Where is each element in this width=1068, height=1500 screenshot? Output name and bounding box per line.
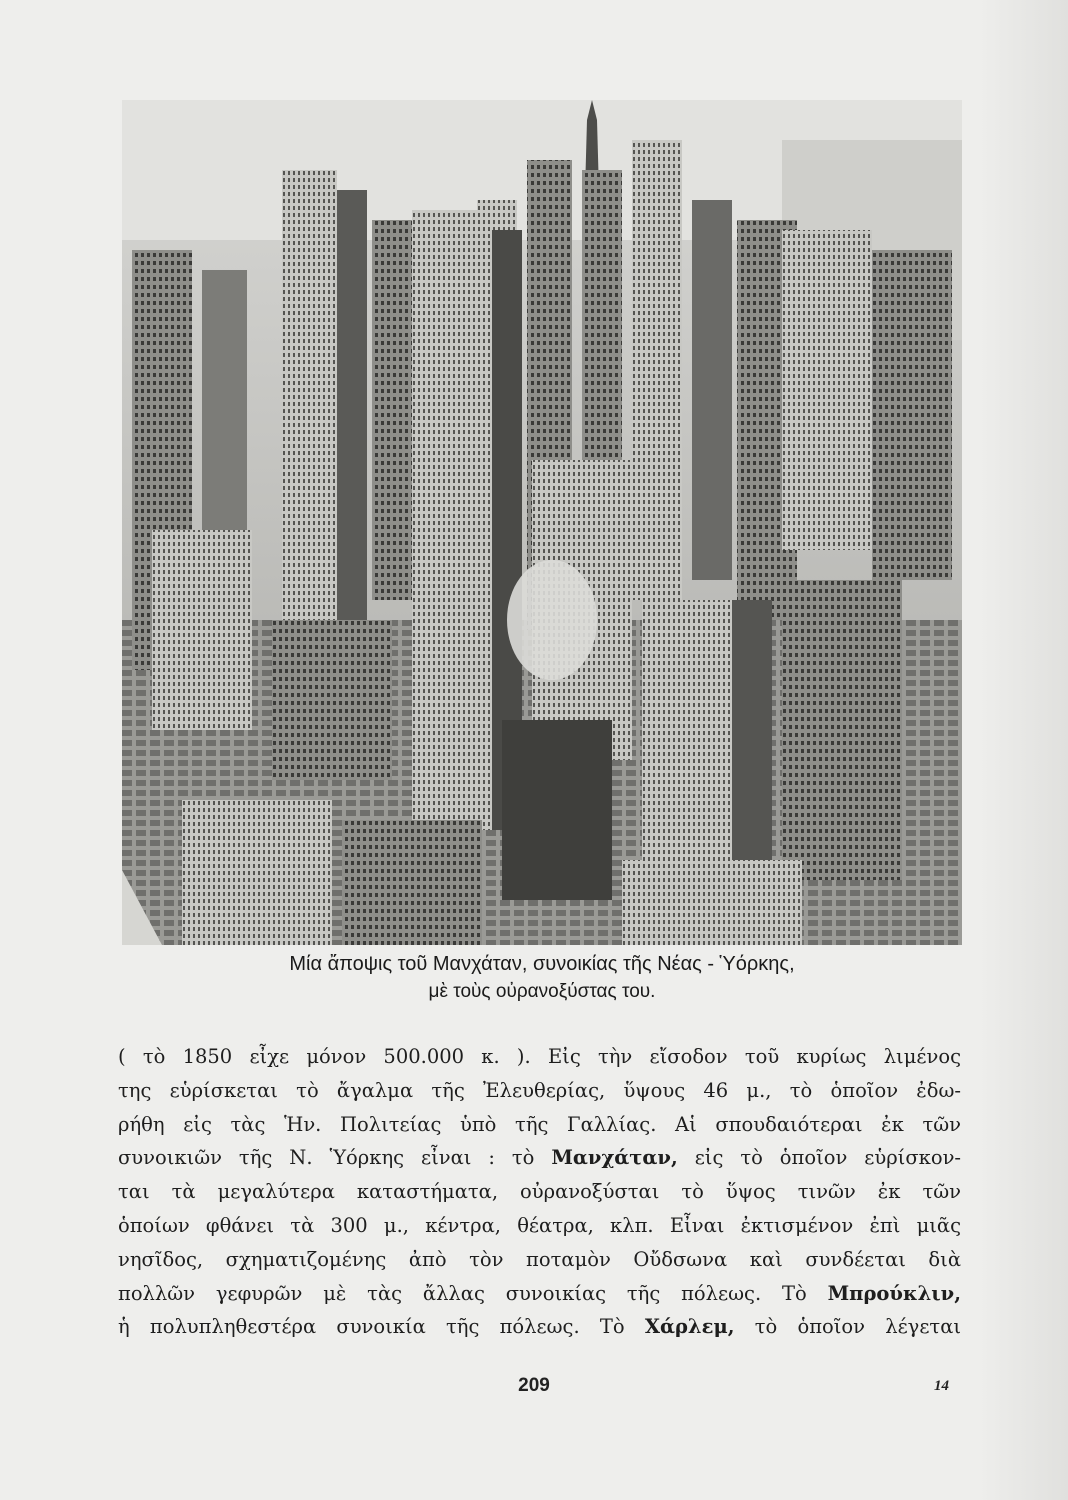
text-line: νησῖδος, σχηματιζομένης ἀπὸ τὸν ποταμὸν Οὔδσωνα καὶ συνδέεται διὰ (118, 1247, 961, 1271)
page-number: 209 (518, 1375, 550, 1396)
manhattan-skyline-photo (122, 100, 962, 945)
text-line: ρήθη εἰς τὰς Ἡν. Πολιτείας ὑπὸ τῆς Γαλλίας. Αἱ σπουδαιότεραι ἐκ τῶν (118, 1112, 961, 1136)
skyline-photo-icon (122, 100, 962, 945)
bold-term-brooklyn: Μπρούκλιν, (827, 1281, 961, 1305)
caption-line-2: μὲ τοὺς οὐρανοξύστας του. (428, 981, 656, 1002)
text-run: ἡ πολυπληθεστέρα συνοικία τῆς πόλεως. Τὸ (118, 1315, 625, 1339)
text-run: εἰς τὸ ὁποῖον εὑρίσκον- (694, 1146, 961, 1170)
text-run: πολλῶν γεφυρῶν μὲ τὰς ἄλλας συνοικίας τῆς πόλεως. Τὸ (118, 1281, 807, 1305)
text-line: ται τὰ μεγαλύτερα καταστήματα, οὐρανοξύσται τὸ ὕψος τινῶν ἐκ τῶν (118, 1180, 961, 1204)
text-run: συνοικιῶν τῆς Ν. Ὑόρκης εἶναι : τὸ (118, 1146, 535, 1170)
text-line: της εὑρίσκεται τὸ ἄγαλμα τῆς Ἐλευθερίας, ὕψους 46 μ., τὸ ὁποῖον ἐδω- (118, 1078, 961, 1102)
bold-term-harlem: Χάρλεμ, (644, 1315, 735, 1339)
caption-line-1: Μία ἄποψις τοῦ Μανχάταν, συνοικίας τῆς Νέας - Ὑόρκης, (289, 953, 795, 975)
page-edge-shadow (978, 0, 1068, 1500)
text-line (118, 1141, 961, 1175)
signature-mark: 14 (934, 1378, 949, 1394)
text-line: ὁποίων φθάνει τὰ 300 μ., κέντρα, θέατρα, κλπ. Εἶναι ἐκτισμένον ἐπὶ μιᾶς (118, 1213, 961, 1237)
text-line: ( τὸ 1850 εἶχε μόνον 500.000 κ. ). Εἰς τὴν εἴσοδον τοῦ κυρίως λιμένος (118, 1045, 961, 1068)
text-line (118, 1310, 961, 1344)
text-line (118, 1277, 961, 1311)
body-paragraph (118, 1040, 961, 1344)
bold-term-manhattan: Μανχάταν, (551, 1146, 678, 1170)
text-run: τὸ ὁποῖον λέγεται (754, 1315, 961, 1339)
photo-caption (122, 951, 962, 1005)
